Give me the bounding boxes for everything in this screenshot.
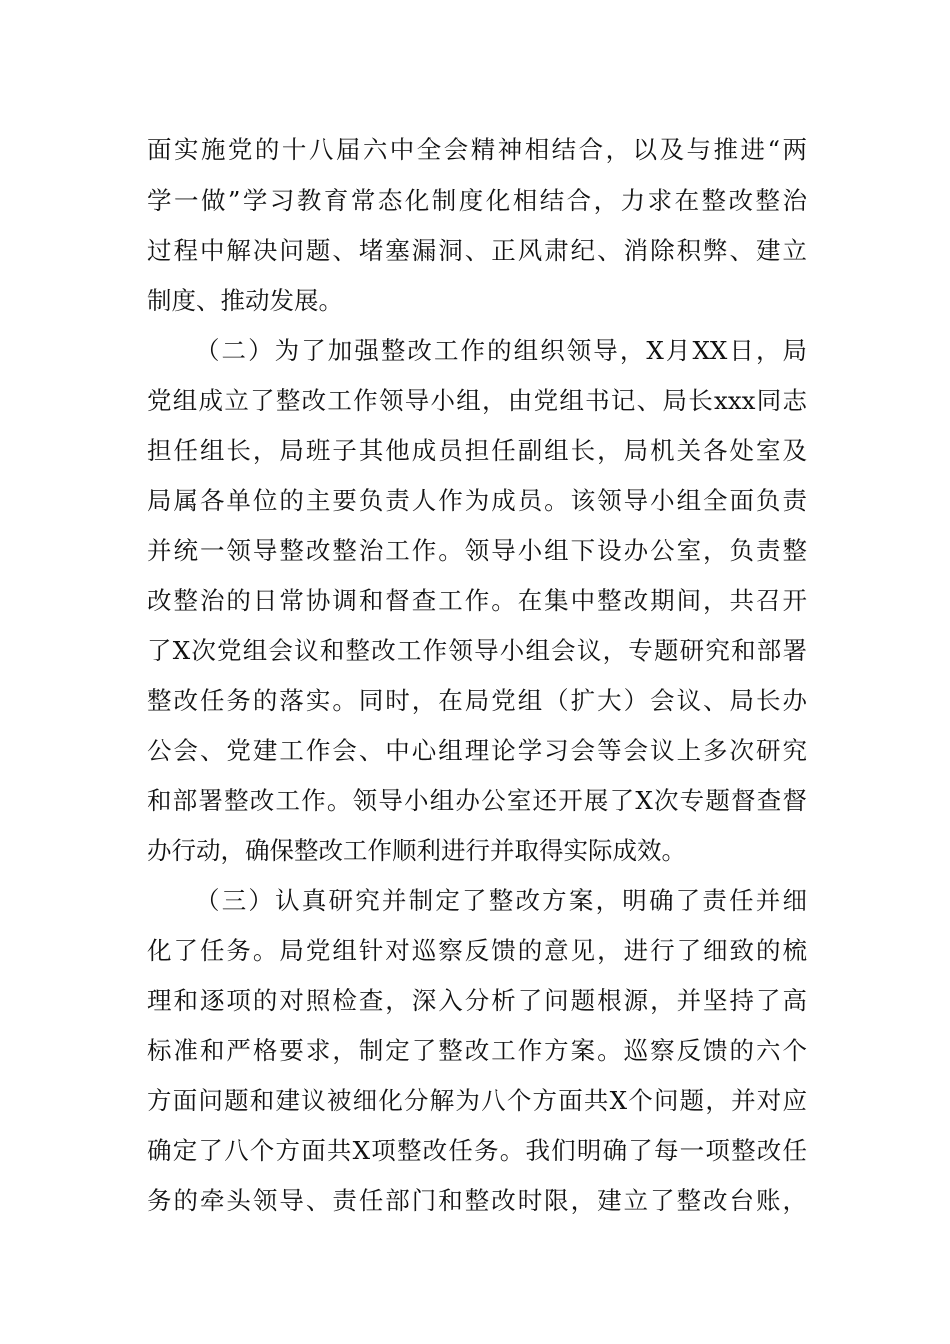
- text-line-21: 确定了八个方面共X项整改任务。我们明确了每一项整改任: [147, 1136, 807, 1165]
- text-line-18: 理和逐项的对照检查，深入分析了问题根源，并坚持了高: [147, 986, 807, 1015]
- paragraph-3-first-line: （三）认真研究并制定了整改方案，明确了责任并细: [195, 886, 807, 915]
- text-line-3: 过程中解决问题、堵塞漏洞、正风肃纪、消除积弊、建立: [147, 236, 807, 265]
- text-line-17: 化了任务。局党组针对巡察反馈的意见，进行了细致的梳: [147, 936, 807, 965]
- text-line-6: 党组成立了整改工作领导小组，由党组书记、局长xxx同志: [147, 386, 807, 415]
- text-line-7: 担任组长，局班子其他成员担任副组长，局机关各处室及: [147, 436, 807, 465]
- text-line-12: 整改任务的落实。同时，在局党组（扩大）会议、局长办: [147, 686, 807, 715]
- text-line-8: 局属各单位的主要负责人作为成员。该领导小组全面负责: [147, 486, 807, 515]
- paragraph-2-first-line: （二）为了加强整改工作的组织领导，X月XX日，局: [195, 336, 807, 365]
- text-line-13: 公会、党建工作会、中心组理论学习会等会议上多次研究: [147, 736, 807, 765]
- text-line-20: 方面问题和建议被细化分解为八个方面共X个问题，并对应: [147, 1086, 807, 1115]
- text-line-1: 面实施党的十八届六中全会精神相结合，以及与推进“两: [147, 135, 807, 164]
- text-line-11: 了X次党组会议和整改工作领导小组会议，专题研究和部署: [147, 636, 807, 665]
- text-line-10: 改整治的日常协调和督查工作。在集中整改期间，共召开: [147, 586, 807, 615]
- text-line-22: 务的牵头领导、责任部门和整改时限，建立了整改台账，: [147, 1186, 807, 1215]
- text-line-4: 制度、推动发展。: [147, 286, 343, 315]
- text-line-15: 办行动，确保整改工作顺利进行并取得实际成效。: [147, 836, 686, 865]
- text-line-14: 和部署整改工作。领导小组办公室还开展了X次专题督查督: [147, 786, 807, 815]
- text-line-19: 标准和严格要求，制定了整改工作方案。巡察反馈的六个: [147, 1036, 807, 1065]
- text-line-2: 学一做”学习教育常态化制度化相结合，力求在整改整治: [147, 186, 807, 215]
- text-line-9: 并统一领导整改整治工作。领导小组下设办公室，负责整: [147, 536, 807, 565]
